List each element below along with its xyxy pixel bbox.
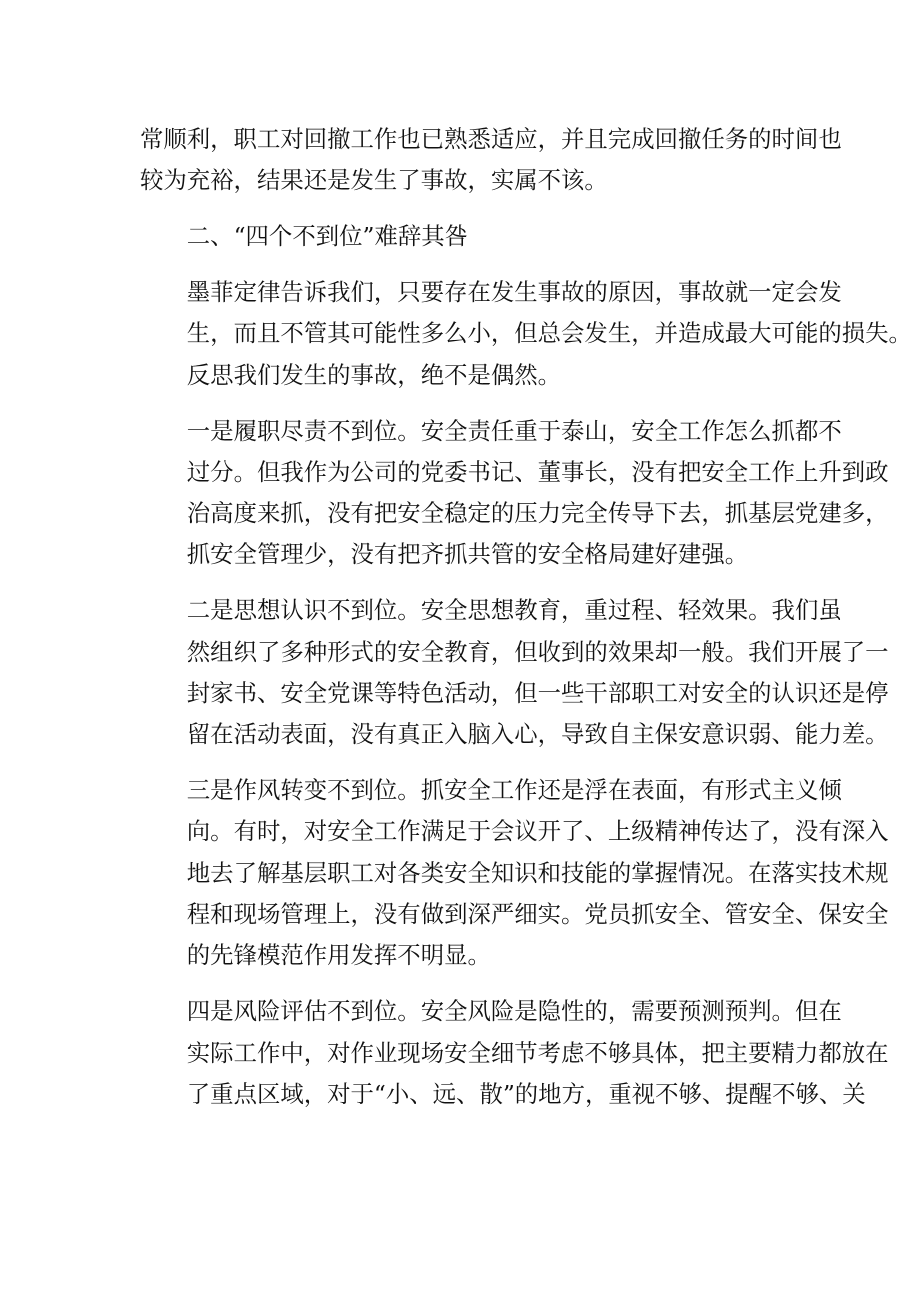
text-line: 常顺利，职工对回撤工作也已熟悉适应，并且完成回撤任务的时间也 — [140, 125, 842, 153]
text-line: 一是履职尽责不到位。安全责任重于泰山，安全工作怎么抓都不 — [186, 416, 842, 445]
text-line: 然组织了多种形式的安全教育，但收到的效果却一般。我们开展了一 — [186, 637, 889, 666]
paragraph-point-two — [140, 590, 889, 755]
text-line: 三是作风转变不到位。抓安全工作还是浮在表面，有形式主义倾 — [186, 776, 842, 805]
text-line: 二是思想认识不到位。安全思想教育，重过程、轻效果。我们虽 — [186, 596, 842, 625]
text-line: 程和现场管理上，没有做到深严细实。党员抓安全、管安全、保安全 — [186, 900, 889, 929]
text-line: 留在活动表面，没有真正入脑入心，导致自主保安意识弱、能力差。 — [186, 720, 889, 749]
text-line: 向。有时，对安全工作满足于会议开了、上级精神传达了，没有深入 — [186, 817, 889, 846]
paragraph-point-three — [140, 770, 889, 976]
section-heading — [140, 216, 790, 257]
text-line: 过分。但我作为公司的党委书记、董事长，没有把安全工作上升到政 — [186, 457, 889, 486]
paragraph-point-four — [140, 991, 889, 1115]
text-line: 地去了解基层职工对各类安全知识和技能的掌握情况。在落实技术规 — [186, 858, 889, 887]
text-line: 四是风险评估不到位。安全风险是隐性的，需要预测预判。但在 — [186, 997, 842, 1026]
paragraph-point-one — [140, 411, 889, 576]
text-line: 墨菲定律告诉我们，只要存在发生事故的原因，事故就一定会发 — [186, 278, 842, 307]
paragraph-continuation — [140, 119, 842, 202]
text-line: 了重点区域，对于“小、远、散”的地方，重视不够、提醒不够、关 — [186, 1079, 866, 1108]
text-line: 反思我们发生的事故，绝不是偶然。 — [186, 360, 562, 389]
text-line: 的先锋模范作用发挥不明显。 — [186, 941, 491, 970]
text-line: 实际工作中，对作业现场安全细节考虑不够具体，把主要精力都放在 — [186, 1038, 889, 1067]
text-line: 封家书、安全党课等特色活动，但一些干部职工对安全的认识还是停 — [186, 678, 889, 707]
document-body — [140, 119, 912, 1130]
heading-text: 二、“四个不到位”难辞其咎 — [186, 222, 469, 251]
text-line: 治高度来抓，没有把安全稳定的压力完全传导下去，抓基层党建多， — [186, 499, 889, 528]
text-line: 抓安全管理少，没有把齐抓共管的安全格局建好建强。 — [186, 540, 749, 569]
text-line: 生，而且不管其可能性多么小，但总会发生，并造成最大可能的损失。 — [186, 319, 912, 348]
text-line: 较为充裕，结果还是发生了事故，实属不该。 — [140, 166, 608, 195]
paragraph-murphy — [140, 272, 912, 396]
